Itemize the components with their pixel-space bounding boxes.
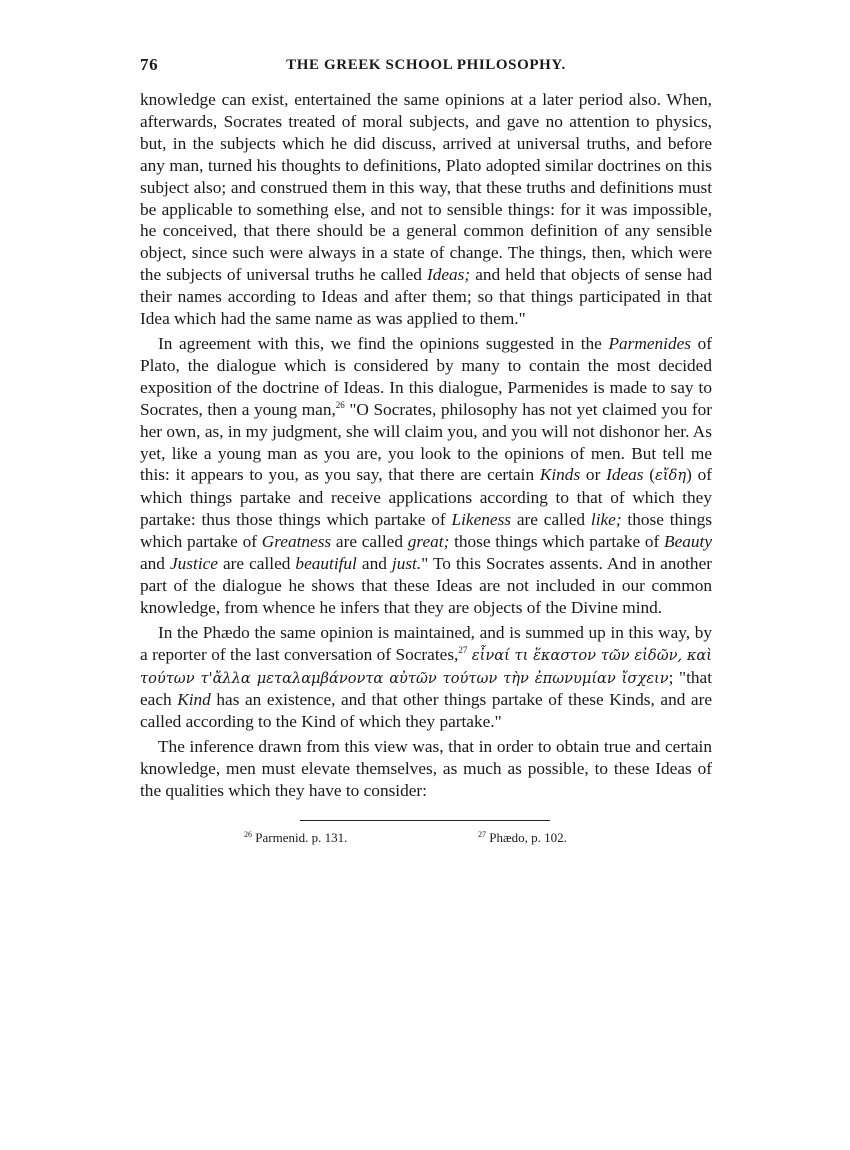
text-run: are called xyxy=(331,532,408,552)
text-run: are called xyxy=(217,554,296,574)
emphasis: Justice xyxy=(169,554,218,574)
text-run: and held that objects of sense had their names according to Ideas and after them; so that things participated in that Idea which had the same name as was applied to them." xyxy=(140,265,713,329)
book-page xyxy=(140,55,712,854)
text-run: of Plato, the dialogue which is considered by many to contain the most decided exposition of the doctrine of Ideas. In this dialogue, Parmenides is made to say to Socrates, then a young man, xyxy=(140,333,713,419)
footnote-27 xyxy=(478,830,567,846)
footnote-26 xyxy=(244,830,347,846)
emphasis: Ideas xyxy=(606,465,644,485)
footnote-text: Parmenid. p. 131. xyxy=(255,830,348,845)
text-run: those things which partake of xyxy=(449,532,665,552)
footnote-mark: 26 xyxy=(244,830,252,839)
emphasis: Parmenides xyxy=(608,333,691,353)
emphasis: great; xyxy=(407,532,450,552)
text-run: " To this Socrates assents. And in another part of the dialogue he shows that these Ideas are not included in our common knowledge, from whence he infers that they are objects of the Divine mind. xyxy=(140,554,712,617)
paragraph-4 xyxy=(140,736,712,802)
footnote-divider xyxy=(300,820,550,821)
emphasis: Ideas; xyxy=(426,265,471,285)
greek-text: εἴδη xyxy=(655,467,687,485)
text-run: ; "that each xyxy=(140,667,713,710)
paragraph-3 xyxy=(140,622,712,734)
text-run: In agreement with this, we find the opinions suggested in the xyxy=(158,333,609,353)
footnotes xyxy=(140,830,712,854)
text-run: ) of which things partake and receive applications according to that of which they partake: thus those things which partake of xyxy=(140,465,713,530)
emphasis: Beauty xyxy=(664,532,713,552)
footnote-ref: 26 xyxy=(335,399,345,410)
text-run: and xyxy=(140,554,170,574)
emphasis: like; xyxy=(590,510,622,530)
text-run: those things which partake of xyxy=(140,510,712,552)
emphasis: Greatness xyxy=(261,532,332,552)
paragraph-2 xyxy=(140,333,712,619)
body-text xyxy=(140,89,712,802)
emphasis: just. xyxy=(391,554,422,574)
text-run: ( xyxy=(643,465,656,485)
running-head xyxy=(140,55,712,81)
text-run: has an existence, and that other things partake of these Kinds, and are called according to the Kind of which they partake." xyxy=(140,690,712,732)
text-run: knowledge can exist, entertained the same opinions at a later period also. When, afterwards, Socrates treated of moral subjects, and gave no attention to physics, but, in the subjects which he did discuss, arrived at universal truths, and before any man, turned his thoughts to definitions, Plato adopted similar doctrines on this subject also; and construed them in this way, that these truths and definitions must be applicable to something else, and not to sensible things: for it was impossible, he conceived, that there should be a general common definition of any sensible object, since such were always in a state of change. The things, then, which were the subjects of universal truths he called xyxy=(140,90,712,285)
paragraph-1 xyxy=(140,89,712,330)
emphasis: Kinds xyxy=(539,465,581,485)
text-run: In the Phædo the same opinion is maintained, and is summed up in this way, by a reporter of the last conversation of Socrates, xyxy=(140,622,712,664)
emphasis: Likeness xyxy=(451,510,512,530)
running-title: THE GREEK SCHOOL PHILOSOPHY. xyxy=(286,57,566,73)
greek-text: εἶναί τι ἕκαστον τῶν εἰδῶν, καὶ τούτων τ'ἄλλα μεταλαμβάνοντα αὐτῶν τούτων τὴν ἐπωνυμίαν ἴσχειν xyxy=(140,646,712,687)
emphasis: beautiful xyxy=(295,554,357,574)
text-run: The inference drawn from this view was, that in order to obtain true and certain knowledge, men must elevate themselves, as much as possible, to these Ideas of the qualities which they have to consider: xyxy=(140,737,712,801)
text-run: or xyxy=(580,465,607,485)
page-number: 76 xyxy=(140,55,159,74)
footnote-ref: 27 xyxy=(458,644,468,655)
text-run: and xyxy=(356,554,392,574)
text-run: are called xyxy=(511,510,591,530)
footnote-text: Phædo, p. 102. xyxy=(489,830,567,845)
footnote-mark: 27 xyxy=(478,830,486,839)
text-run: "O Socrates, philosophy has not yet claimed you for her own, as, in my judgment, she will claim you, and you will not dishonor her. As yet, like a young man as you are, you look to the opinions of men. But tell me this: it appears to you, as you say, that there are certain xyxy=(140,399,712,485)
emphasis: Kind xyxy=(177,690,211,710)
